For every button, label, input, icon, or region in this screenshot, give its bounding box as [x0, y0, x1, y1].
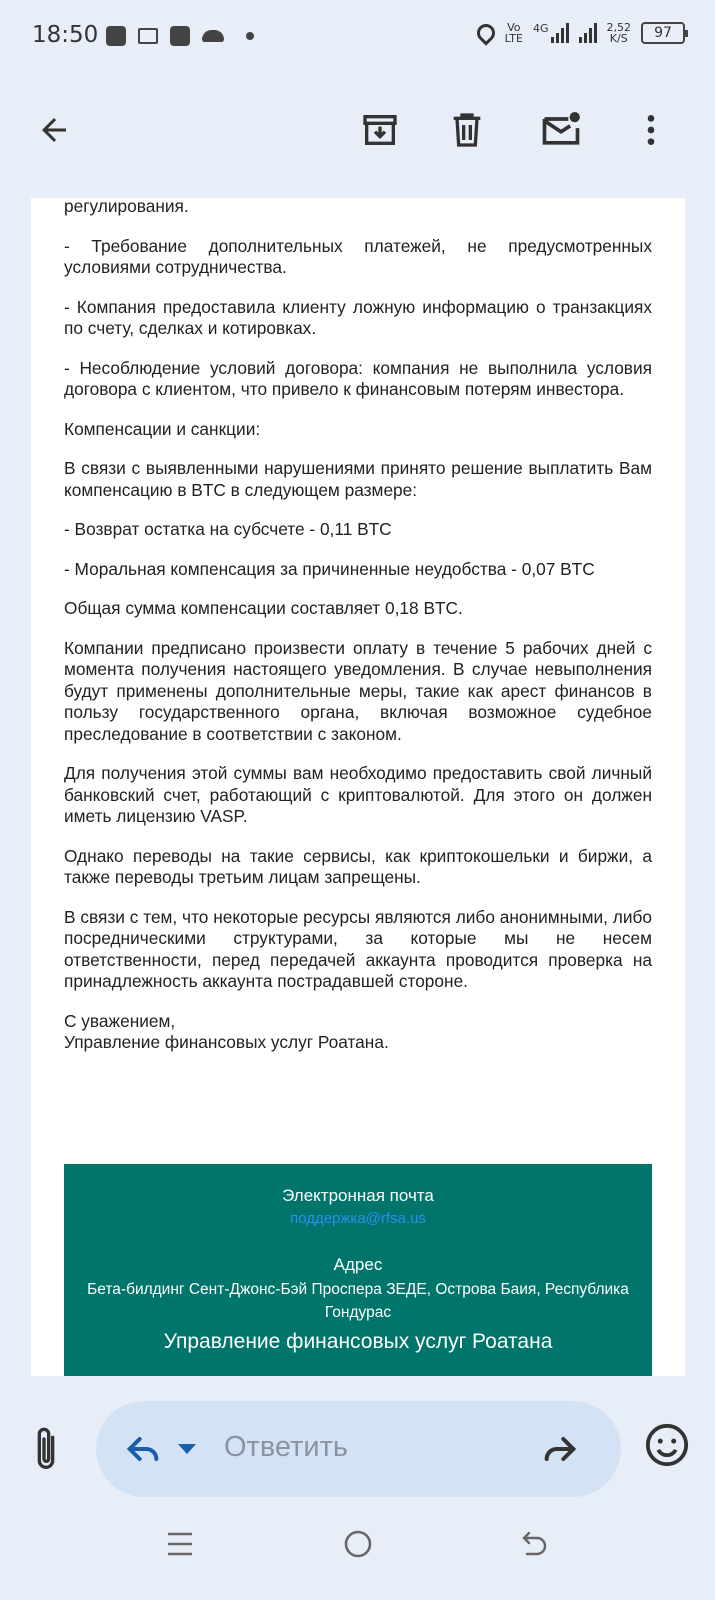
- email-paragraph: - Несоблюдение условий договора: компания не выполнила условия договора с клиентом, что привело к финансовым потерям инвестора.: [64, 357, 652, 399]
- back-nav-icon: [521, 1530, 549, 1558]
- archive-icon: [360, 110, 400, 150]
- forward-button[interactable]: [539, 1429, 581, 1469]
- signature-line: Управление финансовых услуг Роатана.: [64, 1032, 389, 1052]
- mark-unread-icon: [539, 108, 583, 152]
- back-button[interactable]: [30, 106, 78, 154]
- reply-arrow-icon: [122, 1429, 164, 1469]
- email-paragraph: В связи с выявленными нарушениями принято решение выплатить Вам компенсацию в BTC в следующем размере:: [64, 458, 652, 500]
- home-button[interactable]: [343, 1529, 373, 1559]
- chevron-down-icon: [176, 1439, 198, 1459]
- mark-unread-button[interactable]: [537, 106, 585, 154]
- email-text: [64, 198, 652, 1054]
- closing-line: С уважением,: [64, 1010, 176, 1031]
- footer-email-link[interactable]: поддержка@rfsa.us: [290, 1210, 426, 1227]
- footer-org-name: Управление финансовых услуг Роатана: [163, 1330, 553, 1353]
- menu-icon: [166, 1530, 194, 1558]
- notification-icons: [106, 26, 254, 46]
- recent-apps-button[interactable]: [166, 1530, 194, 1558]
- email-body: [31, 198, 685, 1376]
- email-paragraph: В связи с тем, что некоторые ресурсы являются либо анонимными, либо посредническими структурами, за которые мы не несем ответственности, перед передачей аккаунта проводится проверка на принадлежность аккаунта пострадавшей стороне.: [64, 906, 652, 991]
- emoji-icon: [644, 1422, 690, 1468]
- email-paragraph: Общая сумма компенсации составляет 0,18 BTC.: [64, 598, 463, 618]
- attach-icon: [26, 1423, 66, 1475]
- archive-button[interactable]: [356, 106, 404, 154]
- emoji-button[interactable]: [644, 1422, 690, 1468]
- reply-button[interactable]: [122, 1429, 164, 1469]
- footer-email-label: Электронная почта: [282, 1186, 434, 1205]
- turtle-notification-icon: [202, 30, 224, 42]
- email-paragraph: - Компания предоставила клиенту ложную информацию о транзакциях по счету, сделках и котировках.: [64, 296, 652, 338]
- network-speed: 2,52 K/S: [606, 21, 631, 45]
- back-nav-button[interactable]: [521, 1530, 549, 1558]
- back-arrow-icon: [36, 112, 72, 148]
- delete-button[interactable]: [443, 106, 491, 154]
- footer-address-value: Бета-билдинг Сент-Джонс-Бэй Проспера ЗЕДЕ, Острова Баия, Республика Гондурас: [87, 1281, 629, 1321]
- reply-options-dropdown[interactable]: [176, 1439, 198, 1459]
- reply-input[interactable]: [96, 1401, 621, 1497]
- email-paragraph: Однако переводы на такие сервисы, как криптокошельки и биржи, а также переводы третьим лицам запрещены.: [64, 845, 652, 887]
- email-paragraph: Для получения этой суммы вам необходимо предоставить свой личный банковский счет, работающий с криптовалютой. Для этого он должен иметь лицензию VASP.: [64, 763, 652, 826]
- home-circle-icon: [343, 1529, 373, 1559]
- volte-label: Vo LTE: [504, 21, 523, 45]
- network-type-label: 4G: [532, 22, 549, 35]
- signal-icon: [551, 23, 569, 43]
- status-right: [477, 22, 685, 44]
- shield-notification-icon-2: [170, 26, 190, 46]
- battery-icon: 97: [641, 22, 685, 44]
- reply-bar: [0, 1376, 715, 1502]
- footer-address-label: Адрес: [333, 1255, 383, 1274]
- email-closing: [64, 1011, 652, 1054]
- email-paragraph: - Моральная компенсация за причиненные неудобства - 0,07 BTC: [64, 558, 595, 579]
- email-paragraph: регулирования.: [64, 198, 189, 216]
- system-nav-bar: [0, 1502, 715, 1600]
- signal-icon-2: [579, 23, 597, 43]
- status-bar: [0, 0, 715, 72]
- email-paragraph: Компенсации и санкции:: [64, 418, 261, 439]
- reply-placeholder: Ответить: [224, 1431, 348, 1463]
- more-options-button[interactable]: [627, 106, 675, 154]
- location-icon: [473, 20, 498, 45]
- gmail-notification-icon: [138, 28, 158, 44]
- email-paragraph: Компании предписано произвести оплату в течение 5 рабочих дней с момента получения настоящего уведомления. В случае невыполнения будут применены дополнительные меры, такие как арест финансов в пользу государственного органа, включая возможное судебное преследование в соответствии с законом.: [64, 637, 652, 744]
- shield-notification-icon: [106, 26, 126, 46]
- attach-button[interactable]: [26, 1423, 66, 1475]
- mail-toolbar: [0, 72, 715, 198]
- delete-icon: [447, 110, 487, 150]
- more-vert-icon: [631, 110, 671, 150]
- email-footer: [64, 1164, 652, 1376]
- email-paragraph: - Возврат остатка на субсчете - 0,11 BTC: [64, 519, 392, 539]
- status-time: 18:50: [32, 22, 99, 48]
- forward-arrow-icon: [539, 1429, 581, 1469]
- email-paragraph: - Требование дополнительных платежей, не предусмотренных условиями сотрудничества.: [64, 235, 652, 277]
- more-notifications-dot-icon: [246, 32, 254, 40]
